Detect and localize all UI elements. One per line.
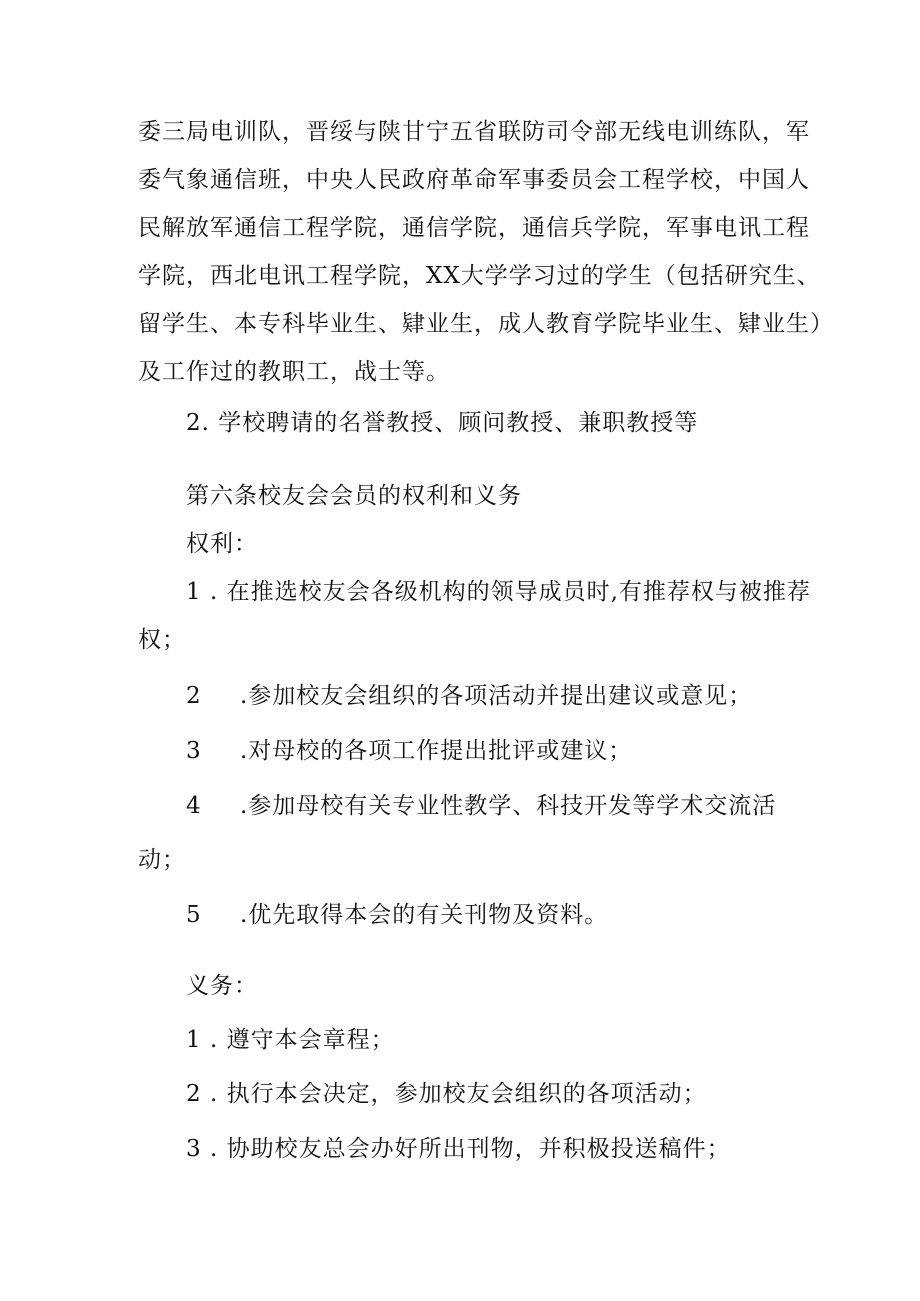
rights-item-text: .参加校友会组织的各项活动并提出建议或意见； bbox=[240, 683, 753, 709]
rights-item-text: .优先取得本会的有关刊物及资料。 bbox=[240, 902, 609, 928]
rights-item-2 bbox=[186, 672, 752, 720]
rights-item-number: 4 bbox=[186, 793, 202, 819]
duties-item-1 bbox=[186, 1016, 395, 1064]
intro-line: 民解放军通信工程学院，通信学院，通信兵学院，军事电讯工程 bbox=[138, 215, 810, 241]
member-item-2: 2. 学校聘请的名誉教授、顾问教授、兼职教授等 bbox=[186, 410, 699, 436]
duties-item-number: 2 bbox=[186, 1081, 202, 1107]
rights-item-1 bbox=[138, 568, 811, 664]
duties-item-number: 1 bbox=[186, 1027, 202, 1053]
duties-item-text: . 执行本会决定，参加校友会组织的各项活动； bbox=[201, 1081, 707, 1107]
duties-item-text: . 遵守本会章程； bbox=[201, 1027, 395, 1053]
intro-line: 委气象通信班，中央人民政府革命军事委员会工程学校，中国人 bbox=[138, 167, 810, 193]
intro-line: 委三局电训队，晋绥与陕甘宁五省联防司令部无线电训练队，军 bbox=[138, 119, 810, 145]
rights-item-text: .参加母校有关专业性教学、科技开发等学术交流活 bbox=[240, 793, 777, 819]
intro-line: 留学生、本专科毕业生、肄业生，成人教育学院毕业生、肄业生） bbox=[138, 311, 834, 337]
rights-item-number: 2 bbox=[186, 683, 202, 709]
duties-heading: 义务： bbox=[186, 973, 258, 999]
rights-item-number: 3 bbox=[186, 738, 202, 764]
rights-heading: 权利： bbox=[186, 531, 258, 557]
rights-item-3 bbox=[186, 727, 632, 775]
intro-line: 学院，西北电讯工程学院，XX大学学习过的学生（包括研究生、 bbox=[138, 263, 821, 289]
rights-item-4-continued: 动； bbox=[138, 847, 186, 873]
duties-item-text: . 协助校友总会办好所出刊物，并积极投送稿件； bbox=[201, 1136, 731, 1162]
rights-item-text: . 在推选校友会各级机构的领导成员时,有推荐权与被推荐 bbox=[201, 579, 811, 605]
article-6-heading: 第六条校友会会员的权利和义务 bbox=[186, 483, 522, 509]
intro-paragraph bbox=[138, 108, 834, 396]
rights-item-text-continued: 权； bbox=[138, 627, 186, 653]
duties-item-number: 3 bbox=[186, 1136, 202, 1162]
intro-line: 及工作过的教职工，战士等。 bbox=[138, 359, 450, 385]
rights-item-number: 1 bbox=[186, 579, 202, 605]
duties-item-3 bbox=[186, 1125, 731, 1173]
rights-item-number: 5 bbox=[186, 902, 202, 928]
rights-item-4 bbox=[186, 782, 776, 830]
rights-item-text: .对母校的各项工作提出批评或建议； bbox=[240, 738, 633, 764]
duties-item-2 bbox=[186, 1070, 707, 1118]
rights-item-5 bbox=[186, 891, 608, 939]
